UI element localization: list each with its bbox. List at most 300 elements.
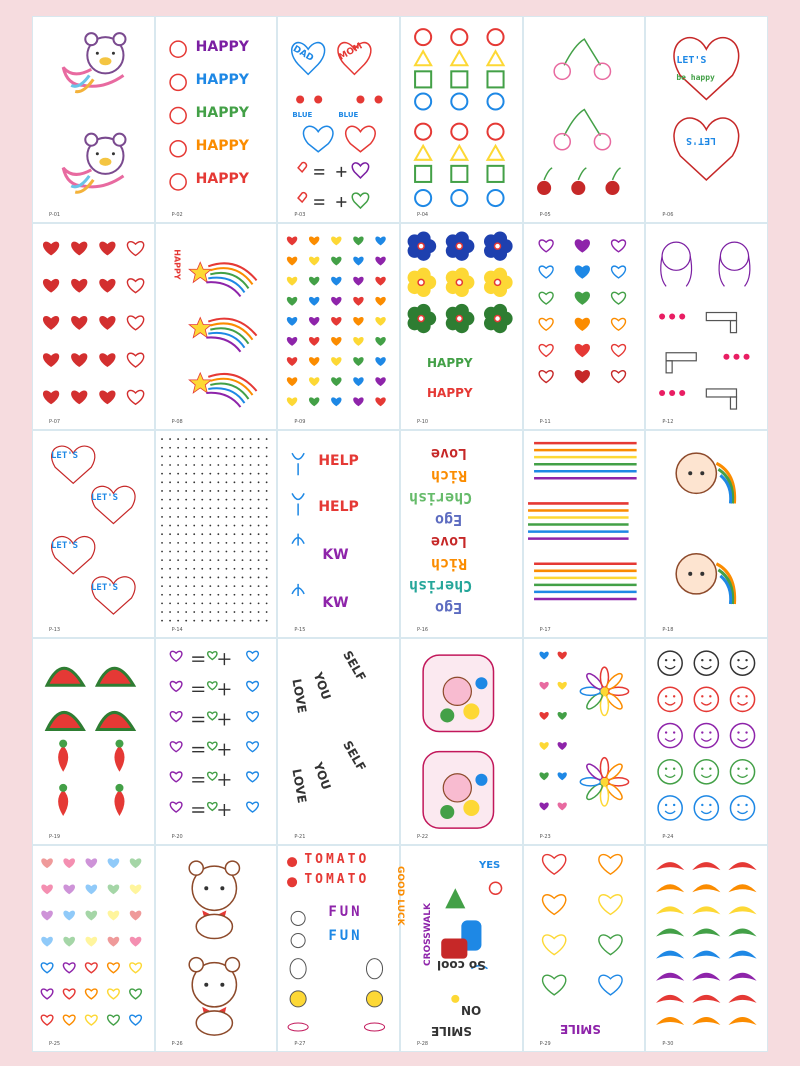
equation-heart [246, 651, 258, 661]
color-heart [539, 345, 553, 357]
eye [665, 803, 667, 805]
mouth [702, 774, 712, 777]
dot [161, 603, 163, 605]
mouth [702, 811, 712, 814]
dot [249, 620, 251, 622]
mouth [702, 666, 712, 669]
crosswalk-text: CROSSWALK [422, 902, 433, 966]
dot [193, 594, 195, 596]
sticker-p29[interactable] [524, 846, 645, 1051]
dot [217, 508, 219, 510]
sticker-p02[interactable] [156, 17, 277, 222]
sticker-p28[interactable] [394, 846, 522, 1051]
sticker-p20[interactable] [156, 639, 277, 844]
eye [738, 731, 740, 733]
sticker-p18[interactable] [646, 431, 767, 636]
dot [241, 560, 243, 562]
dot [233, 473, 235, 475]
sticker-p26[interactable] [156, 846, 277, 1051]
red-heart [99, 316, 115, 330]
sticker-code: P-15 [294, 626, 306, 633]
no-text: NO [460, 1003, 482, 1018]
dot [209, 508, 211, 510]
flower-center [600, 687, 608, 695]
happy-text: HAPPY [195, 39, 249, 55]
rainbow-arc [656, 884, 684, 892]
color-heart [611, 240, 625, 252]
dot [225, 612, 227, 614]
rainbow-arc [729, 1017, 757, 1025]
dot [241, 490, 243, 492]
dot [257, 542, 259, 544]
dot [185, 586, 187, 588]
dot [265, 577, 267, 579]
pastel-heart [108, 937, 120, 947]
dot [257, 568, 259, 570]
dot [217, 516, 219, 518]
small-heart [331, 257, 341, 266]
dot [193, 568, 195, 570]
rainbow-arc [729, 995, 757, 1003]
small-heart [287, 237, 297, 246]
dot [185, 465, 187, 467]
sticker-p10[interactable] [401, 224, 522, 429]
dot [217, 577, 219, 579]
color-heart [575, 266, 589, 278]
dot [201, 525, 203, 527]
equation-heart [170, 802, 182, 812]
equation-heart [246, 711, 258, 721]
sticker-p13[interactable] [33, 431, 154, 636]
dot [225, 551, 227, 553]
dot [241, 525, 243, 527]
dot [257, 577, 259, 579]
side-heart [539, 772, 548, 780]
dot [265, 620, 267, 622]
dot [241, 439, 243, 441]
dot [233, 551, 235, 553]
so-cool-text: So cool [436, 957, 486, 972]
pastel-heart [130, 884, 142, 894]
small-heart [309, 277, 319, 286]
smiley-face [731, 687, 755, 711]
sticker-p01[interactable] [33, 17, 154, 222]
dot [225, 534, 227, 536]
dot [265, 447, 267, 449]
happy-text: HAPPY [195, 138, 249, 154]
dot [265, 586, 267, 588]
sticker-code: P-13 [49, 626, 61, 633]
dot [177, 612, 179, 614]
sticker-p23[interactable] [524, 639, 645, 844]
mom-text: MOM [337, 41, 365, 63]
dot [161, 586, 163, 588]
dot [177, 456, 179, 458]
sticker-code: P-04 [416, 212, 429, 219]
dot [161, 499, 163, 501]
dot [217, 612, 219, 614]
dot [233, 516, 235, 518]
sticker-code: P-03 [294, 212, 306, 219]
lets-text: LET'S [91, 493, 119, 504]
smiley-face [658, 759, 682, 783]
red-heart [71, 242, 87, 256]
pastel-heart [108, 858, 120, 868]
sticker-p17[interactable] [524, 431, 645, 636]
dot [201, 439, 203, 441]
bow-bear-art [156, 846, 277, 1051]
dot [193, 490, 195, 492]
sticker-code: P-17 [539, 626, 551, 633]
dot [233, 465, 235, 467]
dot [209, 551, 211, 553]
sticker-p06[interactable] [646, 17, 767, 222]
red-heart [99, 242, 115, 256]
dot [169, 447, 171, 449]
color-heart [539, 240, 553, 252]
dot [257, 603, 259, 605]
red-heart [99, 391, 115, 405]
dot [257, 560, 259, 562]
red-heart [71, 316, 87, 330]
dot [177, 508, 179, 510]
sticker-code: P-12 [662, 419, 674, 426]
eye [665, 767, 667, 769]
sticker-p11[interactable] [524, 224, 645, 429]
dot [177, 603, 179, 605]
dot [225, 508, 227, 510]
fun-text: FUN [328, 903, 363, 920]
pastel-heart [63, 937, 75, 947]
red-heart [127, 391, 143, 405]
dot [193, 482, 195, 484]
dot [257, 456, 259, 458]
sticker-p25[interactable] [33, 846, 154, 1051]
sticker-p16[interactable] [401, 431, 522, 636]
small-heart [331, 337, 341, 346]
eye [701, 803, 703, 805]
dot [265, 499, 267, 501]
dot [257, 516, 259, 518]
dot [249, 560, 251, 562]
sticker-p19[interactable] [33, 639, 154, 844]
sticker-p07[interactable] [33, 224, 154, 429]
rainbow-arc [693, 973, 721, 981]
rainbow-arc [729, 950, 757, 958]
color-heart [575, 345, 589, 357]
small-heart [376, 277, 386, 286]
dot [209, 473, 211, 475]
dot [249, 568, 251, 570]
shell-girl-art [646, 431, 767, 636]
dot [225, 465, 227, 467]
small-heart [354, 317, 364, 326]
goodluck-text: GOOD LUCK [394, 865, 405, 926]
dot [257, 534, 259, 536]
dot [169, 620, 171, 622]
dot [209, 560, 211, 562]
smiley-face [731, 795, 755, 819]
dot [241, 586, 243, 588]
eye [673, 695, 675, 697]
small-heart [354, 257, 364, 266]
dot [241, 551, 243, 553]
dot [209, 482, 211, 484]
mouth [665, 666, 675, 669]
sticker-p30[interactable] [646, 846, 767, 1051]
dot [217, 568, 219, 570]
flower-center [495, 316, 501, 322]
pastel-heart [41, 884, 53, 894]
small-heart [287, 337, 297, 346]
smile-text: SMILE [559, 1021, 601, 1036]
equation-heart [246, 772, 258, 782]
color-heart [575, 240, 589, 252]
pastel-heart [108, 1015, 120, 1025]
smiley-face [695, 795, 719, 819]
flower-center [456, 243, 462, 249]
love-caps-text: LOVE [289, 677, 310, 714]
dot [233, 482, 235, 484]
dot [177, 586, 179, 588]
bear-mermaid-art [33, 17, 154, 222]
dot [233, 620, 235, 622]
smiley-face [658, 795, 682, 819]
dot [169, 490, 171, 492]
sticker-code: P-02 [171, 212, 183, 219]
rainbow-arc [656, 1017, 684, 1025]
sticker-p24[interactable] [646, 639, 767, 844]
pastel-heart [86, 1015, 98, 1025]
dot [217, 542, 219, 544]
dot [201, 499, 203, 501]
dot [265, 594, 267, 596]
small-heart [376, 337, 386, 346]
dot [193, 439, 195, 441]
dot [201, 473, 203, 475]
kw-text: KW [322, 595, 349, 612]
sticker-p22[interactable] [401, 639, 522, 844]
sticker-p21[interactable] [278, 639, 399, 844]
dot [257, 620, 259, 622]
sticker-code: P-25 [49, 1040, 61, 1047]
dot [209, 612, 211, 614]
sticker-code: P-05 [539, 212, 551, 219]
self-text: SELF [340, 737, 369, 774]
small-heart [287, 357, 297, 366]
dot [209, 447, 211, 449]
small-heart [287, 377, 297, 386]
rainbow-arc [693, 884, 721, 892]
kw-text: KW [322, 547, 349, 564]
face-heart [542, 895, 565, 915]
dot [217, 534, 219, 536]
color-heart [575, 371, 589, 383]
dot [217, 560, 219, 562]
dot [249, 482, 251, 484]
pastel-heart [41, 963, 53, 973]
dot [265, 490, 267, 492]
dot [169, 456, 171, 458]
dot [201, 516, 203, 518]
dot [161, 525, 163, 527]
small-heart [376, 257, 386, 266]
small-heart [331, 377, 341, 386]
dot [185, 560, 187, 562]
small-heart [287, 317, 297, 326]
pastel-heart [41, 910, 53, 920]
dot [169, 612, 171, 614]
dot [169, 560, 171, 562]
eye [746, 803, 748, 805]
small-heart [287, 257, 297, 266]
happy-text: HAPPY [172, 249, 182, 280]
dot [161, 508, 163, 510]
happy-text: HAPPY [195, 171, 249, 187]
dot [225, 594, 227, 596]
dot [201, 490, 203, 492]
dot [241, 456, 243, 458]
dot [169, 568, 171, 570]
dot [241, 482, 243, 484]
sticker-p09[interactable] [278, 224, 399, 429]
dot [241, 594, 243, 596]
so-cool-art [401, 846, 522, 1051]
small-heart [376, 317, 386, 326]
dad-text: DAD [291, 44, 316, 64]
dot [161, 594, 163, 596]
dot [217, 620, 219, 622]
dot [241, 473, 243, 475]
dot [169, 542, 171, 544]
dot [161, 534, 163, 536]
sticker-code: P-06 [662, 212, 674, 219]
dot [161, 490, 163, 492]
dot [177, 516, 179, 518]
eye [665, 695, 667, 697]
mouth [665, 811, 675, 814]
dot [169, 594, 171, 596]
dot [169, 577, 171, 579]
red-heart [99, 279, 115, 293]
pastel-heart [130, 1015, 142, 1025]
dot [241, 499, 243, 501]
self-text: SELF [340, 647, 369, 684]
dot [233, 612, 235, 614]
dot [169, 482, 171, 484]
dot [265, 482, 267, 484]
sticker-p05[interactable] [524, 17, 645, 222]
mouth [665, 738, 675, 741]
dot [225, 586, 227, 588]
dot [201, 456, 203, 458]
dot [169, 499, 171, 501]
dot [249, 465, 251, 467]
happy-text: HAPPY [426, 356, 473, 371]
sticker-code: P-24 [662, 833, 674, 840]
sticker-p12[interactable] [646, 224, 767, 429]
pastel-heart [108, 989, 120, 999]
dot [225, 439, 227, 441]
dot [225, 620, 227, 622]
sticker-p04[interactable] [401, 17, 522, 222]
flower-center [418, 280, 424, 286]
red-heart [127, 316, 143, 330]
dot [201, 594, 203, 596]
dot [185, 516, 187, 518]
sticker-p03[interactable] [278, 17, 399, 222]
small-heart [376, 297, 386, 306]
tomato-text: TOMATO [304, 851, 370, 867]
sticker-p08[interactable] [156, 224, 277, 429]
eye [701, 659, 703, 661]
lets-hearts-art [33, 431, 154, 636]
mouth [738, 774, 748, 777]
dot [193, 577, 195, 579]
dot [201, 568, 203, 570]
dot [193, 612, 195, 614]
dot [257, 439, 259, 441]
small-heart [309, 357, 319, 366]
sticker-code: P-21 [294, 833, 306, 840]
red-heart [43, 391, 59, 405]
dot [249, 551, 251, 553]
smiley-face [695, 759, 719, 783]
pastel-heart [63, 989, 75, 999]
face-heart [599, 935, 622, 955]
shapes-art [401, 17, 522, 222]
dot [185, 482, 187, 484]
pastel-heart [86, 963, 98, 973]
eye [709, 659, 711, 661]
dot [209, 439, 211, 441]
red-heart [127, 242, 143, 256]
pastel-heart [63, 910, 75, 920]
small-heart [376, 398, 386, 407]
sticker-p27[interactable] [278, 846, 399, 1051]
dot [265, 560, 267, 562]
eye [746, 695, 748, 697]
dot [177, 542, 179, 544]
sticker-code: P-26 [171, 1040, 183, 1047]
small-heart [309, 317, 319, 326]
be-happy-text: be happy [676, 73, 715, 82]
small-heart [309, 297, 319, 306]
side-heart [557, 742, 566, 750]
dot [193, 473, 195, 475]
dot [185, 577, 187, 579]
color-heart [539, 371, 553, 383]
dot [257, 465, 259, 467]
sticker-code: P-16 [416, 626, 429, 633]
face-heart [542, 854, 565, 874]
sticker-p14[interactable] [156, 431, 277, 636]
dot [265, 439, 267, 441]
dot [177, 594, 179, 596]
dot [201, 560, 203, 562]
ego-text: Ego [434, 599, 463, 618]
eye [746, 731, 748, 733]
dot [185, 551, 187, 553]
dot [193, 465, 195, 467]
mouth [738, 702, 748, 705]
dot [193, 516, 195, 518]
dot [185, 542, 187, 544]
sticker-code: P-30 [662, 1040, 674, 1047]
rainbow-hearts-art [278, 224, 399, 429]
sticker-p15[interactable] [278, 431, 399, 636]
flower-center [495, 280, 501, 286]
